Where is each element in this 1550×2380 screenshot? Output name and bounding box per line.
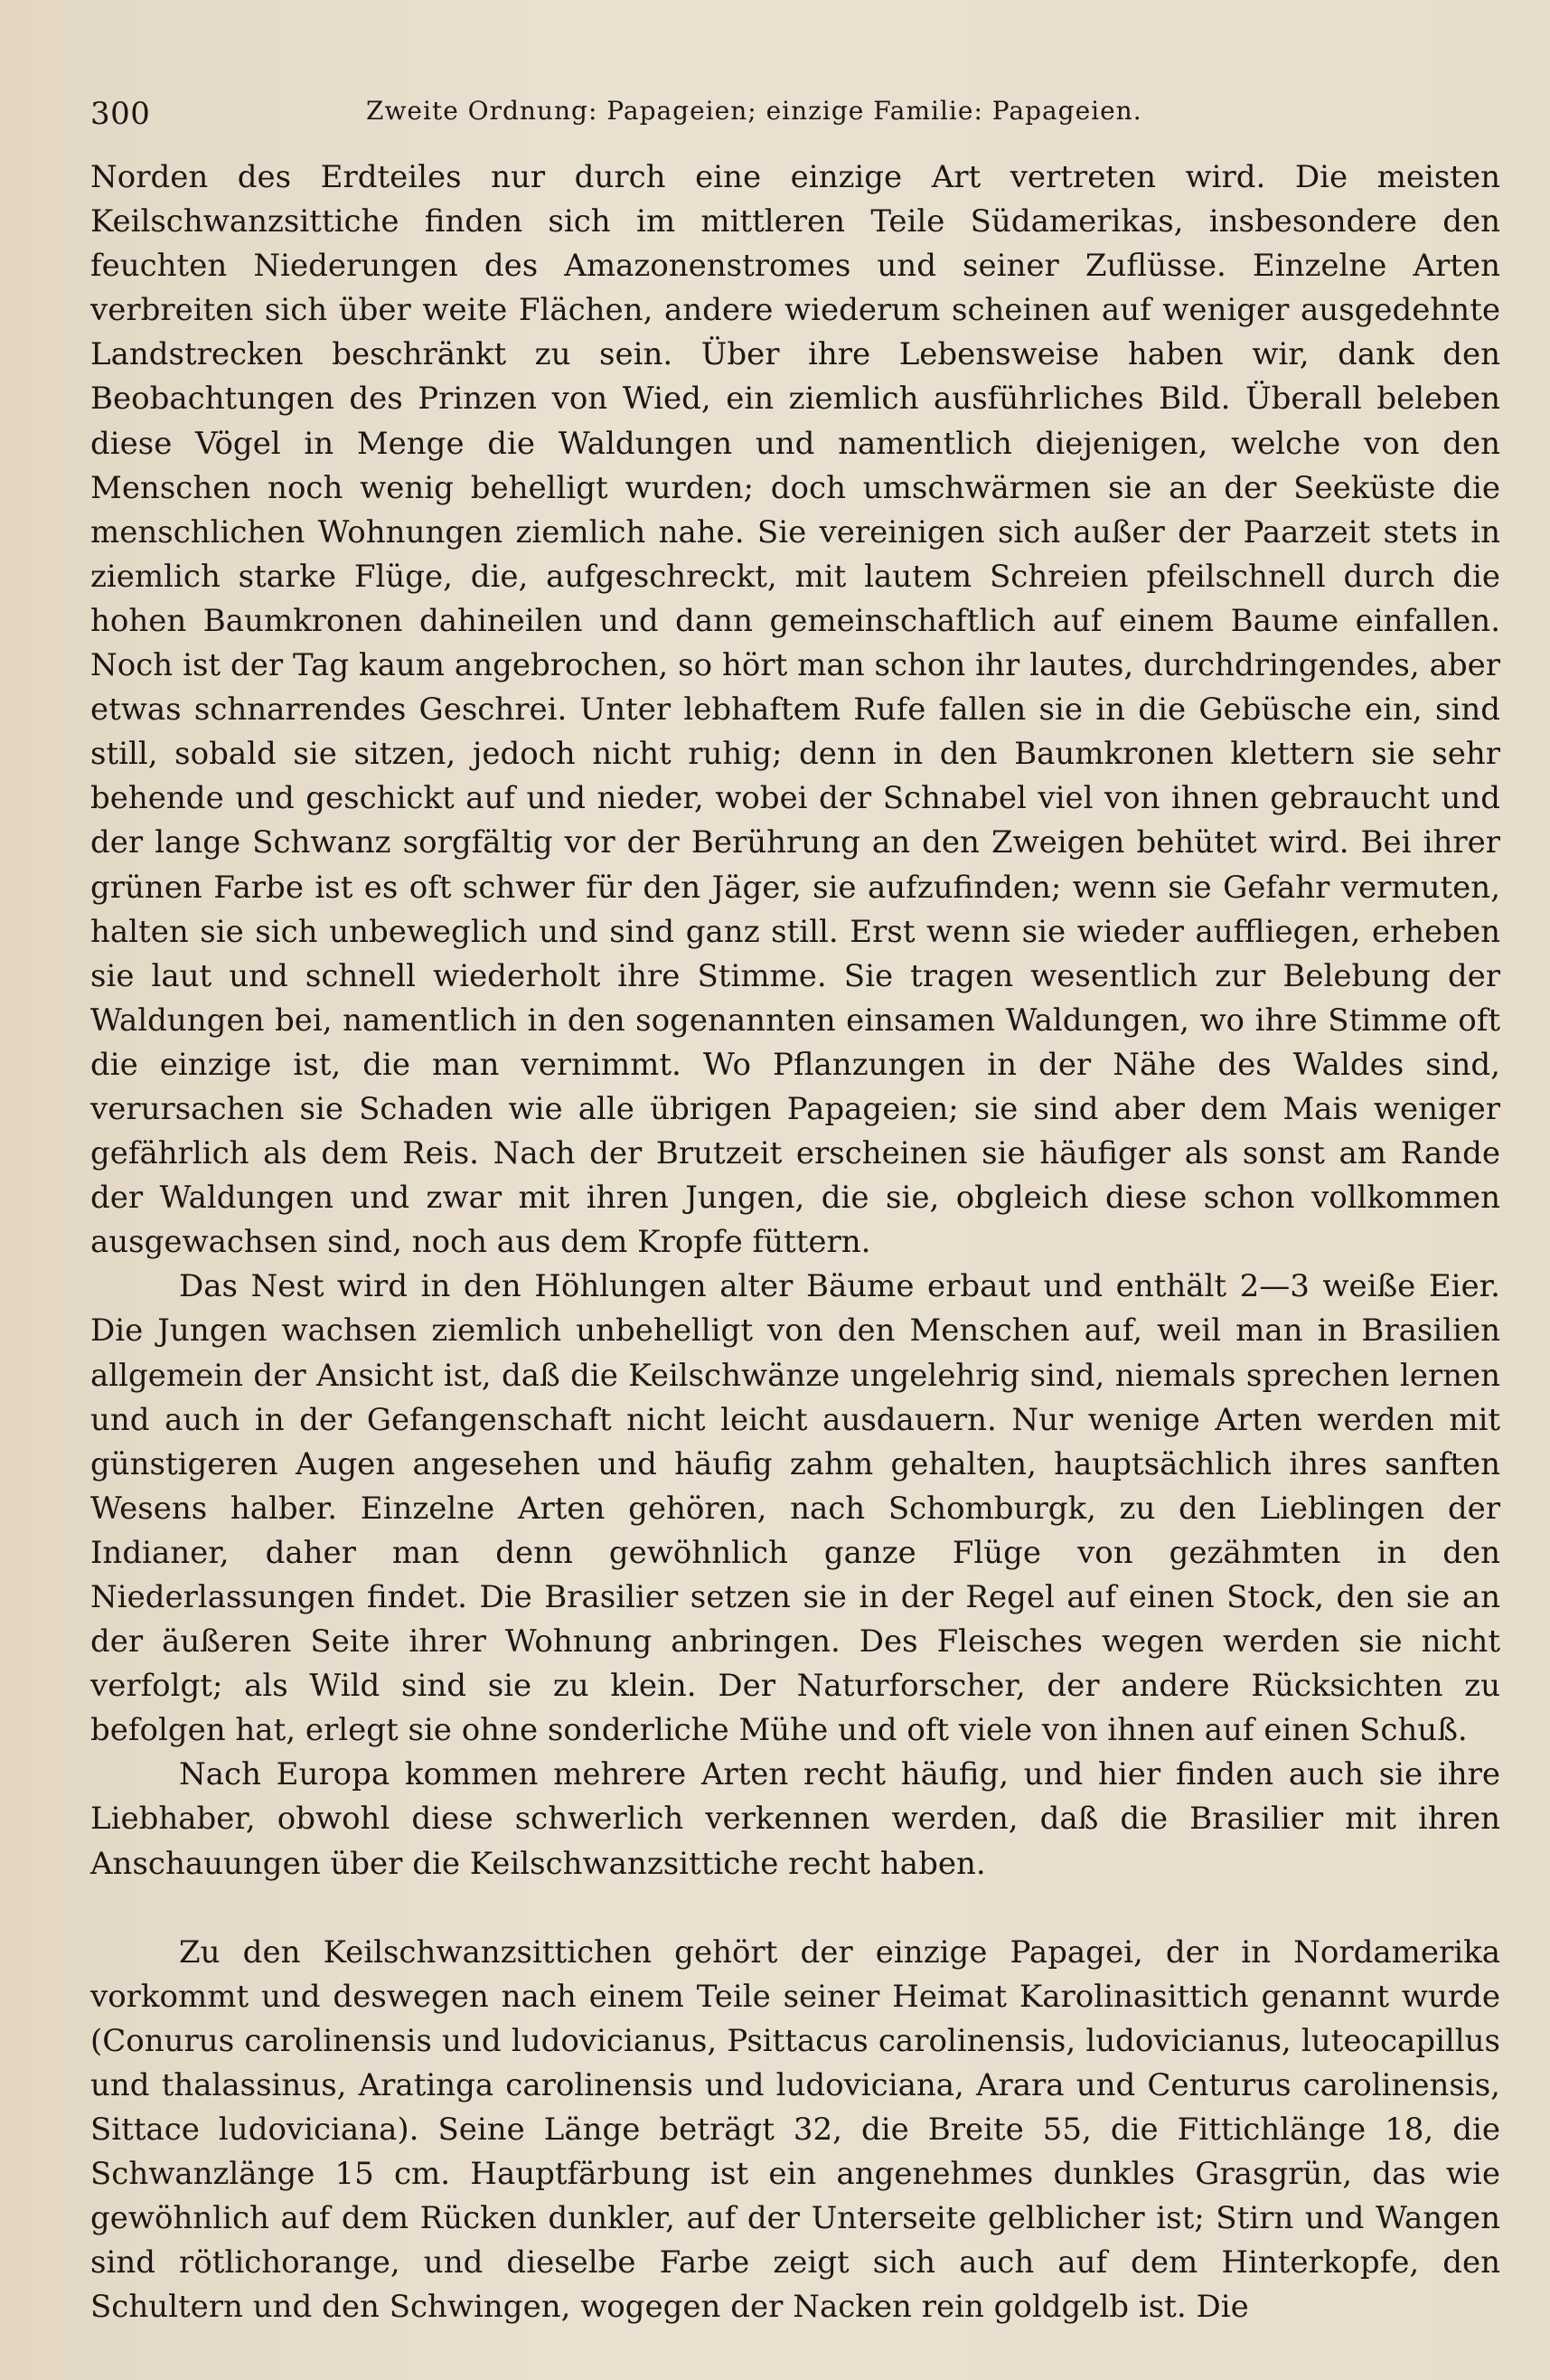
paragraph-4: Zu den Keilschwanzsittichen gehört der einzige Papagei, der in Nordamerika vorkommt und deswegen nach einem Teile seiner Heimat Karolinasittich genannt wurde (Conurus carolinensis und ludovicianus, Psittacus carolinensis, ludovicianus, luteocapillus und thalassinus, Aratinga carolinensis und ludoviciana, Arara und Centurus carolinensis, Sittace ludoviciana). Seine Länge beträgt 32, die Breite 55, die Fittichlänge 18, die Schwanzlänge 15 cm. Hauptfärbung ist ein angenehmes dunkles Grasgrün, das wie gewöhnlich auf dem Rücken dunkler, auf der Unterseite gelblicher ist; Stirn und Wangen sind rötlichorange, und dieselbe Farbe zeigt sich auch auf dem Hinterkopfe, den Schultern und den Schwingen, wogegen der Nacken rein goldgelb ist. Die: [90, 1933, 1500, 2326]
page-number: 300: [90, 96, 151, 132]
paragraph-3: Nach Europa kommen mehrere Arten recht häufig, und hier finden auch sie ihre Liebhaber, obwohl diese schwerlich verkennen werden, daß die Brasilier mit ihren Anschauungen über die Keilschwanzsittiche recht haben.: [90, 1756, 1500, 1882]
paragraph-2: Das Nest wird in den Höhlungen alter Bäume erbaut und enthält 2—3 weiße Eier. Die Jungen wachsen ziemlich unbehelligt von den Menschen auf, weil man in Brasilien allgemein der Ansicht ist, daß die Keilschwänze ungelehrig sind, niemals sprechen lernen und auch in der Gefangenschaft nicht leicht ausdauern. Nur wenige Arten werden mit günstigeren Augen angesehen und häufig zahm gehalten, hauptsächlich ihres sanften Wesens halber. Einzelne Arten gehören, nach Schomburgk, zu den Lieblingen der Indianer, daher man denn gewöhnlich ganze Flüge von gezähmten in den Niederlassungen findet. Die Brasilier setzen sie in der Regel auf einen Stock, den sie an der äußeren Seite ihrer Wohnung anbringen. Des Fleisches wegen werden sie nicht verfolgt; als Wild sind sie zu klein. Der Naturforscher, der andere Rücksichten zu befolgen hat, erlegt sie ohne sonderliche Mühe und oft viele von ihnen auf einen Schuß.: [90, 1268, 1500, 1749]
page-header: [90, 90, 1500, 136]
body-text: [90, 155, 1500, 2343]
paragraph-1: Norden des Erdteiles nur durch eine einzige Art vertreten wird. Die meisten Keilschwanzsittiche finden sich im mittleren Teile Südamerikas, insbesondere den feuchten Niederungen des Amazonenstromes und seiner Zuflüsse. Einzelne Arten verbreiten sich über weite Flächen, andere wiederum scheinen auf weniger ausgedehnte Landstrecken beschränkt zu sein. Über ihre Lebensweise haben wir, dank den Beobachtungen des Prinzen von Wied, ein ziemlich ausführliches Bild. Überall beleben diese Vögel in Menge die Waldungen und namentlich diejenigen, welche von den Menschen noch wenig behelligt wurden; doch umschwärmen sie an der Seeküste die menschlichen Wohnungen ziemlich nahe. Sie vereinigen sich außer der Paarzeit stets in ziemlich starke Flüge, die, aufgeschreckt, mit lautem Schreien pfeilschnell durch die hohen Baumkronen dahineilen und dann gemeinschaftlich auf einem Baume einfallen. Noch ist der Tag kaum angebrochen, so hört man schon ihr lautes, durchdringendes, aber etwas schnarrendes Geschrei. Unter lebhaftem Rufe fallen sie in die Gebüsche ein, sind still, sobald sie sitzen, jedoch nicht ruhig; denn in den Baumkronen klettern sie sehr behende und geschickt auf und nieder, wobei der Schnabel viel von ihnen gebraucht und der lange Schwanz sorgfältig vor der Berührung an den Zweigen behütet wird. Bei ihrer grünen Farbe ist es oft schwer für den Jäger, sie aufzufinden; wenn sie Gefahr vermuten, halten sie sich unbeweglich und sind ganz still. Erst wenn sie wieder auffliegen, erheben sie laut und schnell wiederholt ihre Stimme. Sie tragen wesentlich zur Belebung der Waldungen bei, namentlich in den sogenannten einsamen Waldungen, wo ihre Stimme oft die einzige ist, die man vernimmt. Wo Pflanzungen in der Nähe des Waldes sind, verursachen sie Schaden wie alle übrigen Papageien; sie sind aber dem Mais weniger gefährlich als dem Reis. Nach der Brutzeit erscheinen sie häufiger als sonst am Rande der Waldungen und zwar mit ihren Jungen, die sie, obgleich diese schon vollkommen ausgewachsen sind, noch aus dem Kropfe füttern.: [90, 159, 1500, 1261]
section-gap: [90, 1886, 1500, 1931]
running-head: Zweite Ordnung: Papageien; einzige Familie: Papageien.: [366, 96, 1142, 126]
